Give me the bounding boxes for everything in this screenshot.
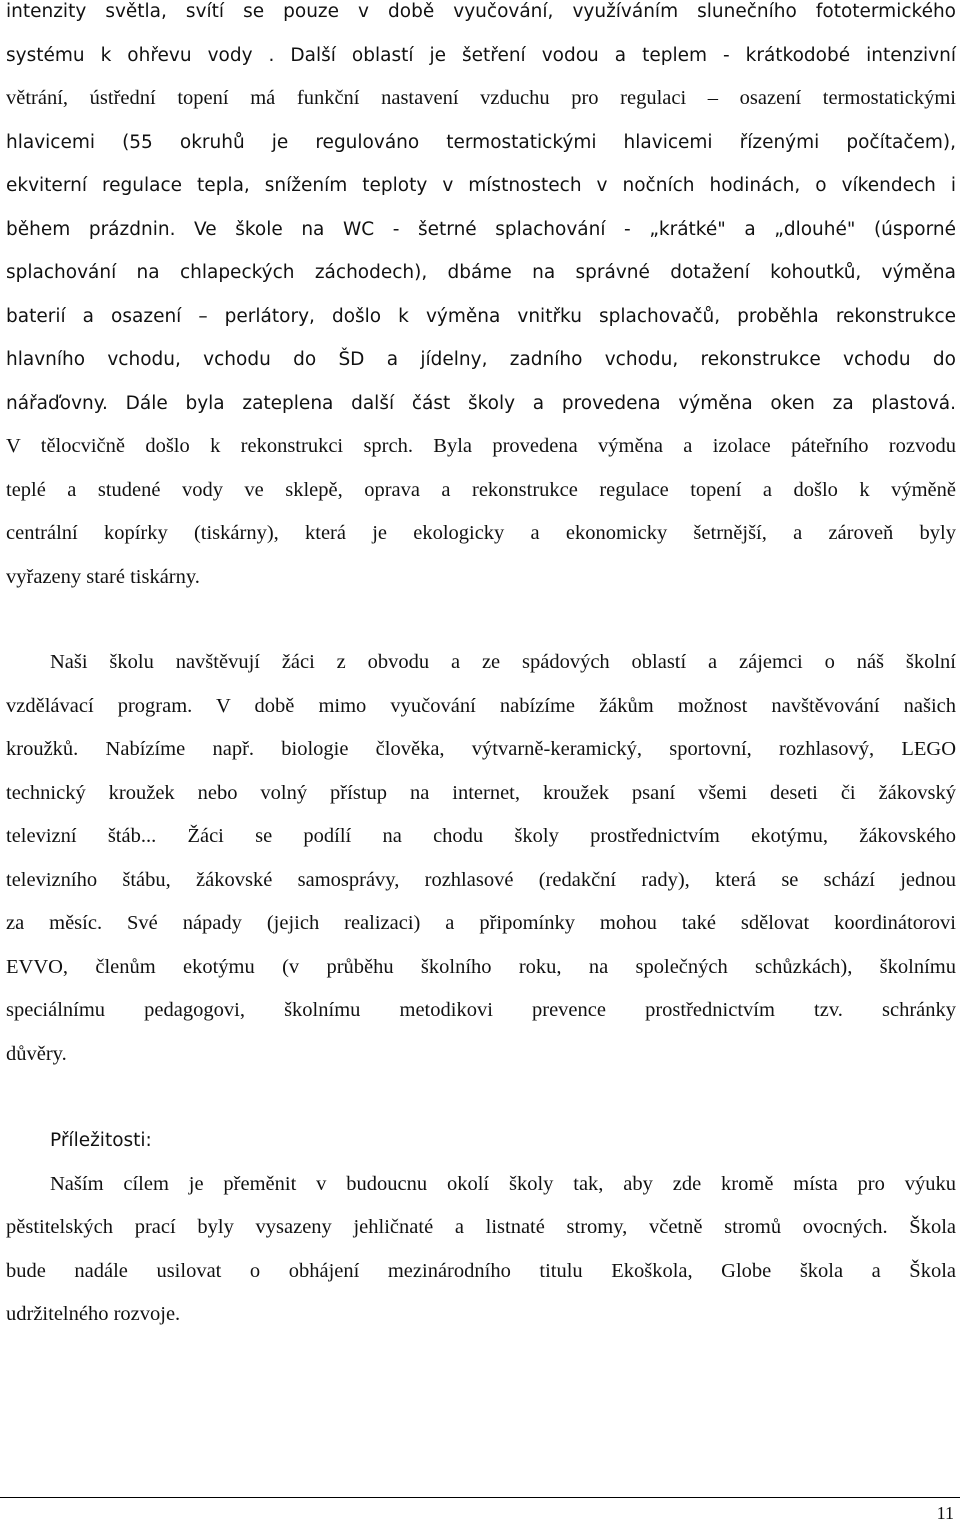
text-line: Naším cílem je přeměnit v budoucnu okolí školy tak, aby zde kromě místa pro výuku xyxy=(50,1172,956,1195)
text-line: V tělocvičně došlo k rekonstrukci sprch. Byla provedena výměna a izolace páteřního rozvodu xyxy=(6,435,956,457)
text-line: důvěry. xyxy=(6,1042,67,1065)
text-line: televizní štáb... Žáci se podílí na chodu školy prostřednictvím ekotýmu, žákovského xyxy=(6,825,956,847)
text-line: větrání, ústřední topení má funkční nastavení vzduchu pro regulaci – osazení termostatickými xyxy=(6,87,956,109)
text-line: splachování na chlapeckých záchodech), dbáme na správné dotažení kohoutků, výměna xyxy=(6,262,956,283)
text-line: speciálnímu pedagogovi, školnímu metodikovi prevence prostřednictvím tzv. schránky xyxy=(6,999,956,1021)
text-line: televizního štábu, žákovské samosprávy, rozhlasové (redakční rady), která se schází jednou xyxy=(6,868,956,891)
section-opportunities xyxy=(6,1119,956,1337)
text-line: bude nadále usilovat o obhájení mezinárodního titulu Ekoškola, Globe škola a Škola xyxy=(6,1259,956,1282)
text-line: udržitelného rozvoje. xyxy=(6,1303,181,1325)
text-line: nářaďovny. Dále byla zateplena další část školy a provedena výměna oken za plastová. xyxy=(6,392,956,414)
text-line: pěstitelských prací byly vysazeny jehličnaté a listnaté stromy, včetně stromů ovocných. Škola xyxy=(6,1216,956,1238)
text-line: EVVO, členům ekotýmu (v průběhu školního roku, na společných schůzkách), školnímu xyxy=(6,955,956,978)
text-line: hlavicemi (55 okruhů je regulováno termostatickými hlavicemi řízenými počítačem), xyxy=(6,131,956,153)
text-line: baterií a osazení – perlátory, došlo k výměna vnitřku splachovačů, proběhla rekonstrukce xyxy=(6,305,956,327)
text-line: hlavního vchodu, vchodu do ŠD a jídelny, zadního vchodu, rekonstrukce vchodu do xyxy=(6,349,956,370)
text-line: vzdělávací program. V době mimo vyučování nabízíme žákům možnost navštěvování našich xyxy=(6,694,956,717)
text-line: kroužků. Nabízíme např. biologie člověka, výtvarně-keramický, sportovní, rozhlasový, LEGO xyxy=(6,738,956,760)
text-line: za měsíc. Své nápady (jejich realizaci) a připomínky mohou také sdělovat koordinátorovi xyxy=(6,912,956,934)
text-line: technický kroužek nebo volný přístup na internet, kroužek psaní všemi deseti či žákovský xyxy=(6,781,956,804)
text-line: systému k ohřevu vody . Další oblastí je šetření vodou a teplem - krátkodobé intenzivní xyxy=(6,44,956,66)
paragraph-pupils-activities xyxy=(6,641,956,1076)
text-line: centrální kopírky (tiskárny), která je ekologicky a ekonomicky šetrnější, a zároveň byly xyxy=(6,522,956,544)
text-line: vyřazeny staré tiskárny. xyxy=(6,565,200,588)
page-number: 11 xyxy=(936,1503,954,1523)
text-line: během prázdnin. Ve škole na WC - šetrné splachování - „krátké" a „dlouhé" (úsporné xyxy=(6,218,956,240)
text-line: intenzity světla, svítí se pouze v době vyučování, využíváním slunečního fototermického xyxy=(6,1,956,22)
text-line: ekviterní regulace tepla, snížením teploty v místnostech v nočních hodinách, o víkendech i xyxy=(6,175,956,196)
paragraph-energy-savings xyxy=(6,0,956,599)
text-line: teplé a studené vody ve sklepě, oprava a rekonstrukce regulace topení a došlo k výměně xyxy=(6,478,956,501)
text-line: Naši školu navštěvují žáci z obvodu a ze spádových oblastí a zájemci o náš školní xyxy=(50,651,956,673)
section-heading: Příležitosti: xyxy=(50,1130,152,1151)
footer-divider xyxy=(0,1497,960,1498)
